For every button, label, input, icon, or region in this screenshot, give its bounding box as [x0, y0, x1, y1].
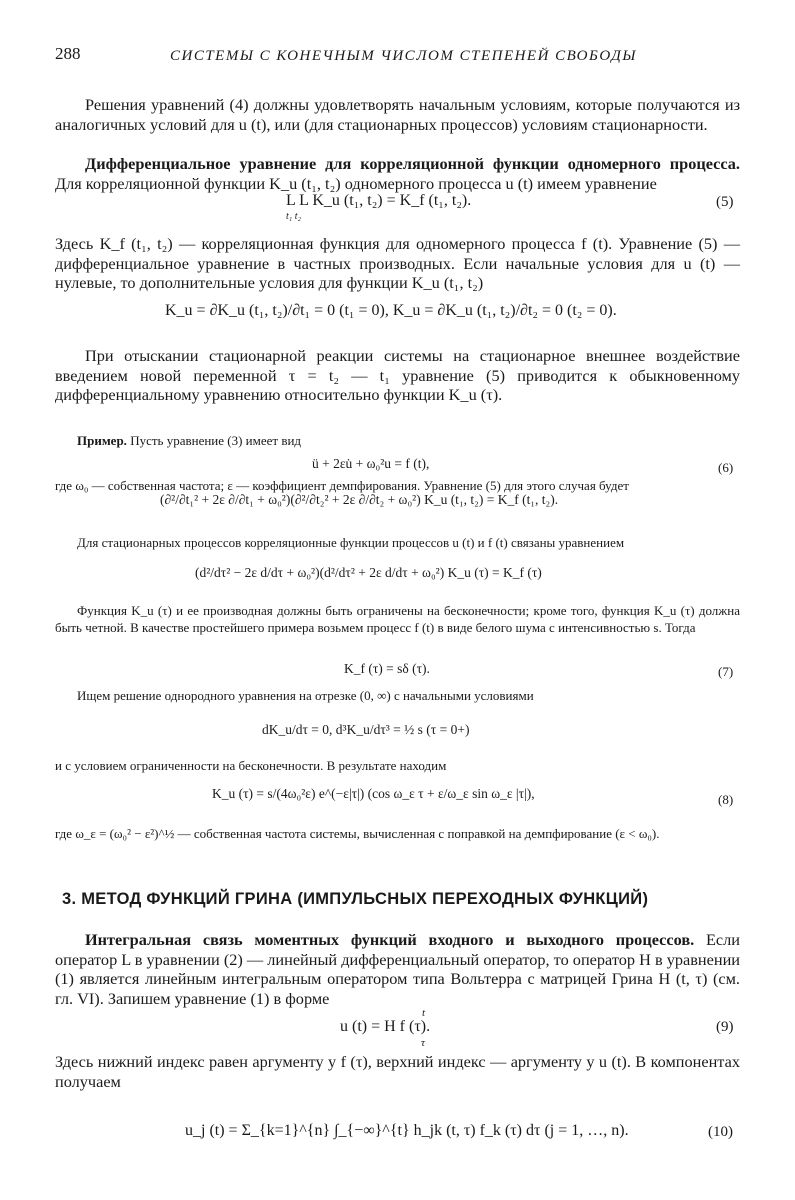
section-title: 3. МЕТОД ФУНКЦИЙ ГРИНА (ИМПУЛЬСНЫХ ПЕРЕХОДНЫХ ФУНКЦИЙ) [62, 890, 649, 908]
equation-boundary-conditions: K_u = ∂K_u (t₁, t₂)/∂t₁ = 0 (t₁ = 0), K_u = ∂K_u (t₁, t₂)/∂t₂ = 0 (t₂ = 0). [165, 302, 617, 319]
equation-5-subscripts: t₁ t₂ [286, 211, 302, 222]
equation-7: K_f (τ) = sδ (τ). [344, 661, 430, 676]
equation-6-number: (6) [718, 460, 734, 475]
equation-7-number: (7) [718, 664, 734, 679]
equation-10-number: (10) [708, 1124, 733, 1140]
equation-ode: (d²/dτ² − 2ε d/dτ + ω₀²)(d²/dτ² + 2ε d/dτ + ω₀²) K_u (τ) = K_f (τ) [195, 565, 542, 580]
equation-9-upper-index: t [422, 1007, 426, 1019]
paragraph-stationary: При отыскании стационарной реакции системы на стационарное внешнее воздействие введением новой переменной τ = t₂ — t₁ уравнение (5) приводится к обыкновенному дифференциальному уравнению относительно функции K_u (τ). [55, 346, 740, 404]
equation-9: u (t) = H f (τ). [340, 1018, 431, 1035]
equation-initial-conditions: dK_u/dτ = 0, d³K_u/dτ³ = ½ s (τ = 0+) [262, 722, 470, 737]
page-number: 288 [55, 44, 81, 63]
paragraph-homogeneous: Ищем решение однородного уравнения на отрезке (0, ∞) с начальными условиями [77, 688, 534, 703]
paragraph-natural-frequency: где ω₀ — собственная частота; ε — коэффициент демпфирования. Уравнение (5) для этого случая будет [55, 478, 629, 493]
running-title: СИСТЕМЫ С КОНЕЧНЫМ ЧИСЛОМ СТЕПЕНЕЙ СВОБОДЫ [170, 48, 637, 64]
paragraph-correlation [55, 154, 740, 193]
equation-5: L L K_u (t₁, t₂) = K_f (t₁, t₂). [286, 192, 472, 209]
equation-8: K_u (τ) = s/(4ω₀²ε) e^(−ε|τ|) (cos ω_ε τ + ε/ω_ε sin ω_ε |τ|), [212, 786, 535, 801]
equation-9-lower-index: τ [421, 1037, 425, 1049]
example-intro [77, 433, 740, 450]
equation-5-number: (5) [716, 194, 734, 210]
paragraph-damped-frequency: где ω_ε = (ω₀² − ε²)^½ — собственная частота системы, вычисленная с поправкой на демпфирование (ε < ω₀). [55, 826, 660, 841]
example-text: Пусть уравнение (3) имеет вид [130, 433, 302, 448]
equation-pde: (∂²/∂t₁² + 2ε ∂/∂t₁ + ω₀²)(∂²/∂t₂² + 2ε ∂/∂t₂ + ω₀²) K_u (t₁, t₂) = K_f (t₁, t₂). [160, 492, 559, 507]
paragraph-partial-de: Здесь K_f (t₁, t₂) — корреляционная функция для одномерного процесса f (t). Уравнение (5) — дифференциальное уравнение в частных производных. Если начальные условия для u (t) — нулевые, то дополнительные условия для функции K_u (t₁, t₂) [55, 234, 740, 292]
equation-6: ü + 2εu̇ + ω₀²u = f (t), [312, 456, 430, 471]
equation-9-number: (9) [716, 1019, 734, 1035]
paragraph-text-integral: Если оператор L в уравнении (2) — линейный дифференциальный оператор, то оператор H в уравнении (1) является линейным интегральным оператором типа Вольтерра с матрицей Грина H (t, τ) (см. гл. VI). Запишем уравнение (1) в форме [55, 930, 740, 1008]
example-label: Пример. [77, 433, 127, 448]
equation-10: u_j (t) = Σ_{k=1}^{n} ∫_{−∞}^{t} h_jk (t, τ) f_k (τ) dτ (j = 1, …, n). [185, 1122, 629, 1139]
paragraph-heading: Дифференциальное уравнение для корреляционной функции одномерного процесса. [85, 154, 740, 173]
paragraph-initial-conditions: Решения уравнений (4) должны удовлетворять начальным условиям, которые получаются из аналогичных условий для u (t), или (для стационарных процессов) условиям стационарности. [55, 95, 740, 134]
paragraph-indices: Здесь нижний индекс равен аргументу у f (τ), верхний индекс — аргументу у u (t). В компонентах получаем [55, 1052, 740, 1091]
paragraph-stationary-processes: Для стационарных процессов корреляционные функции процессов u (t) и f (t) связаны уравнением [77, 535, 625, 550]
paragraph-integral-relation [55, 930, 740, 1008]
paragraph-heading-integral: Интегральная связь моментных функций входного и выходного процессов. [85, 930, 695, 949]
paragraph-text: Для корреляционной функции K_u (t₁, t₂) одномерного процесса u (t) имеем уравнение [55, 173, 657, 193]
paragraph-boundedness: и с условием ограниченности на бесконечности. В результате находим [55, 758, 447, 773]
paragraph-bounded-function: Функция K_u (τ) и ее производная должны быть ограничены на бесконечности; кроме того, функция K_u (τ) должна быть четной. В качестве простейшего примера возьмем процесс f (t) в виде белого шума с интенсивностью s. Тогда [55, 603, 740, 635]
equation-8-number: (8) [718, 792, 734, 807]
